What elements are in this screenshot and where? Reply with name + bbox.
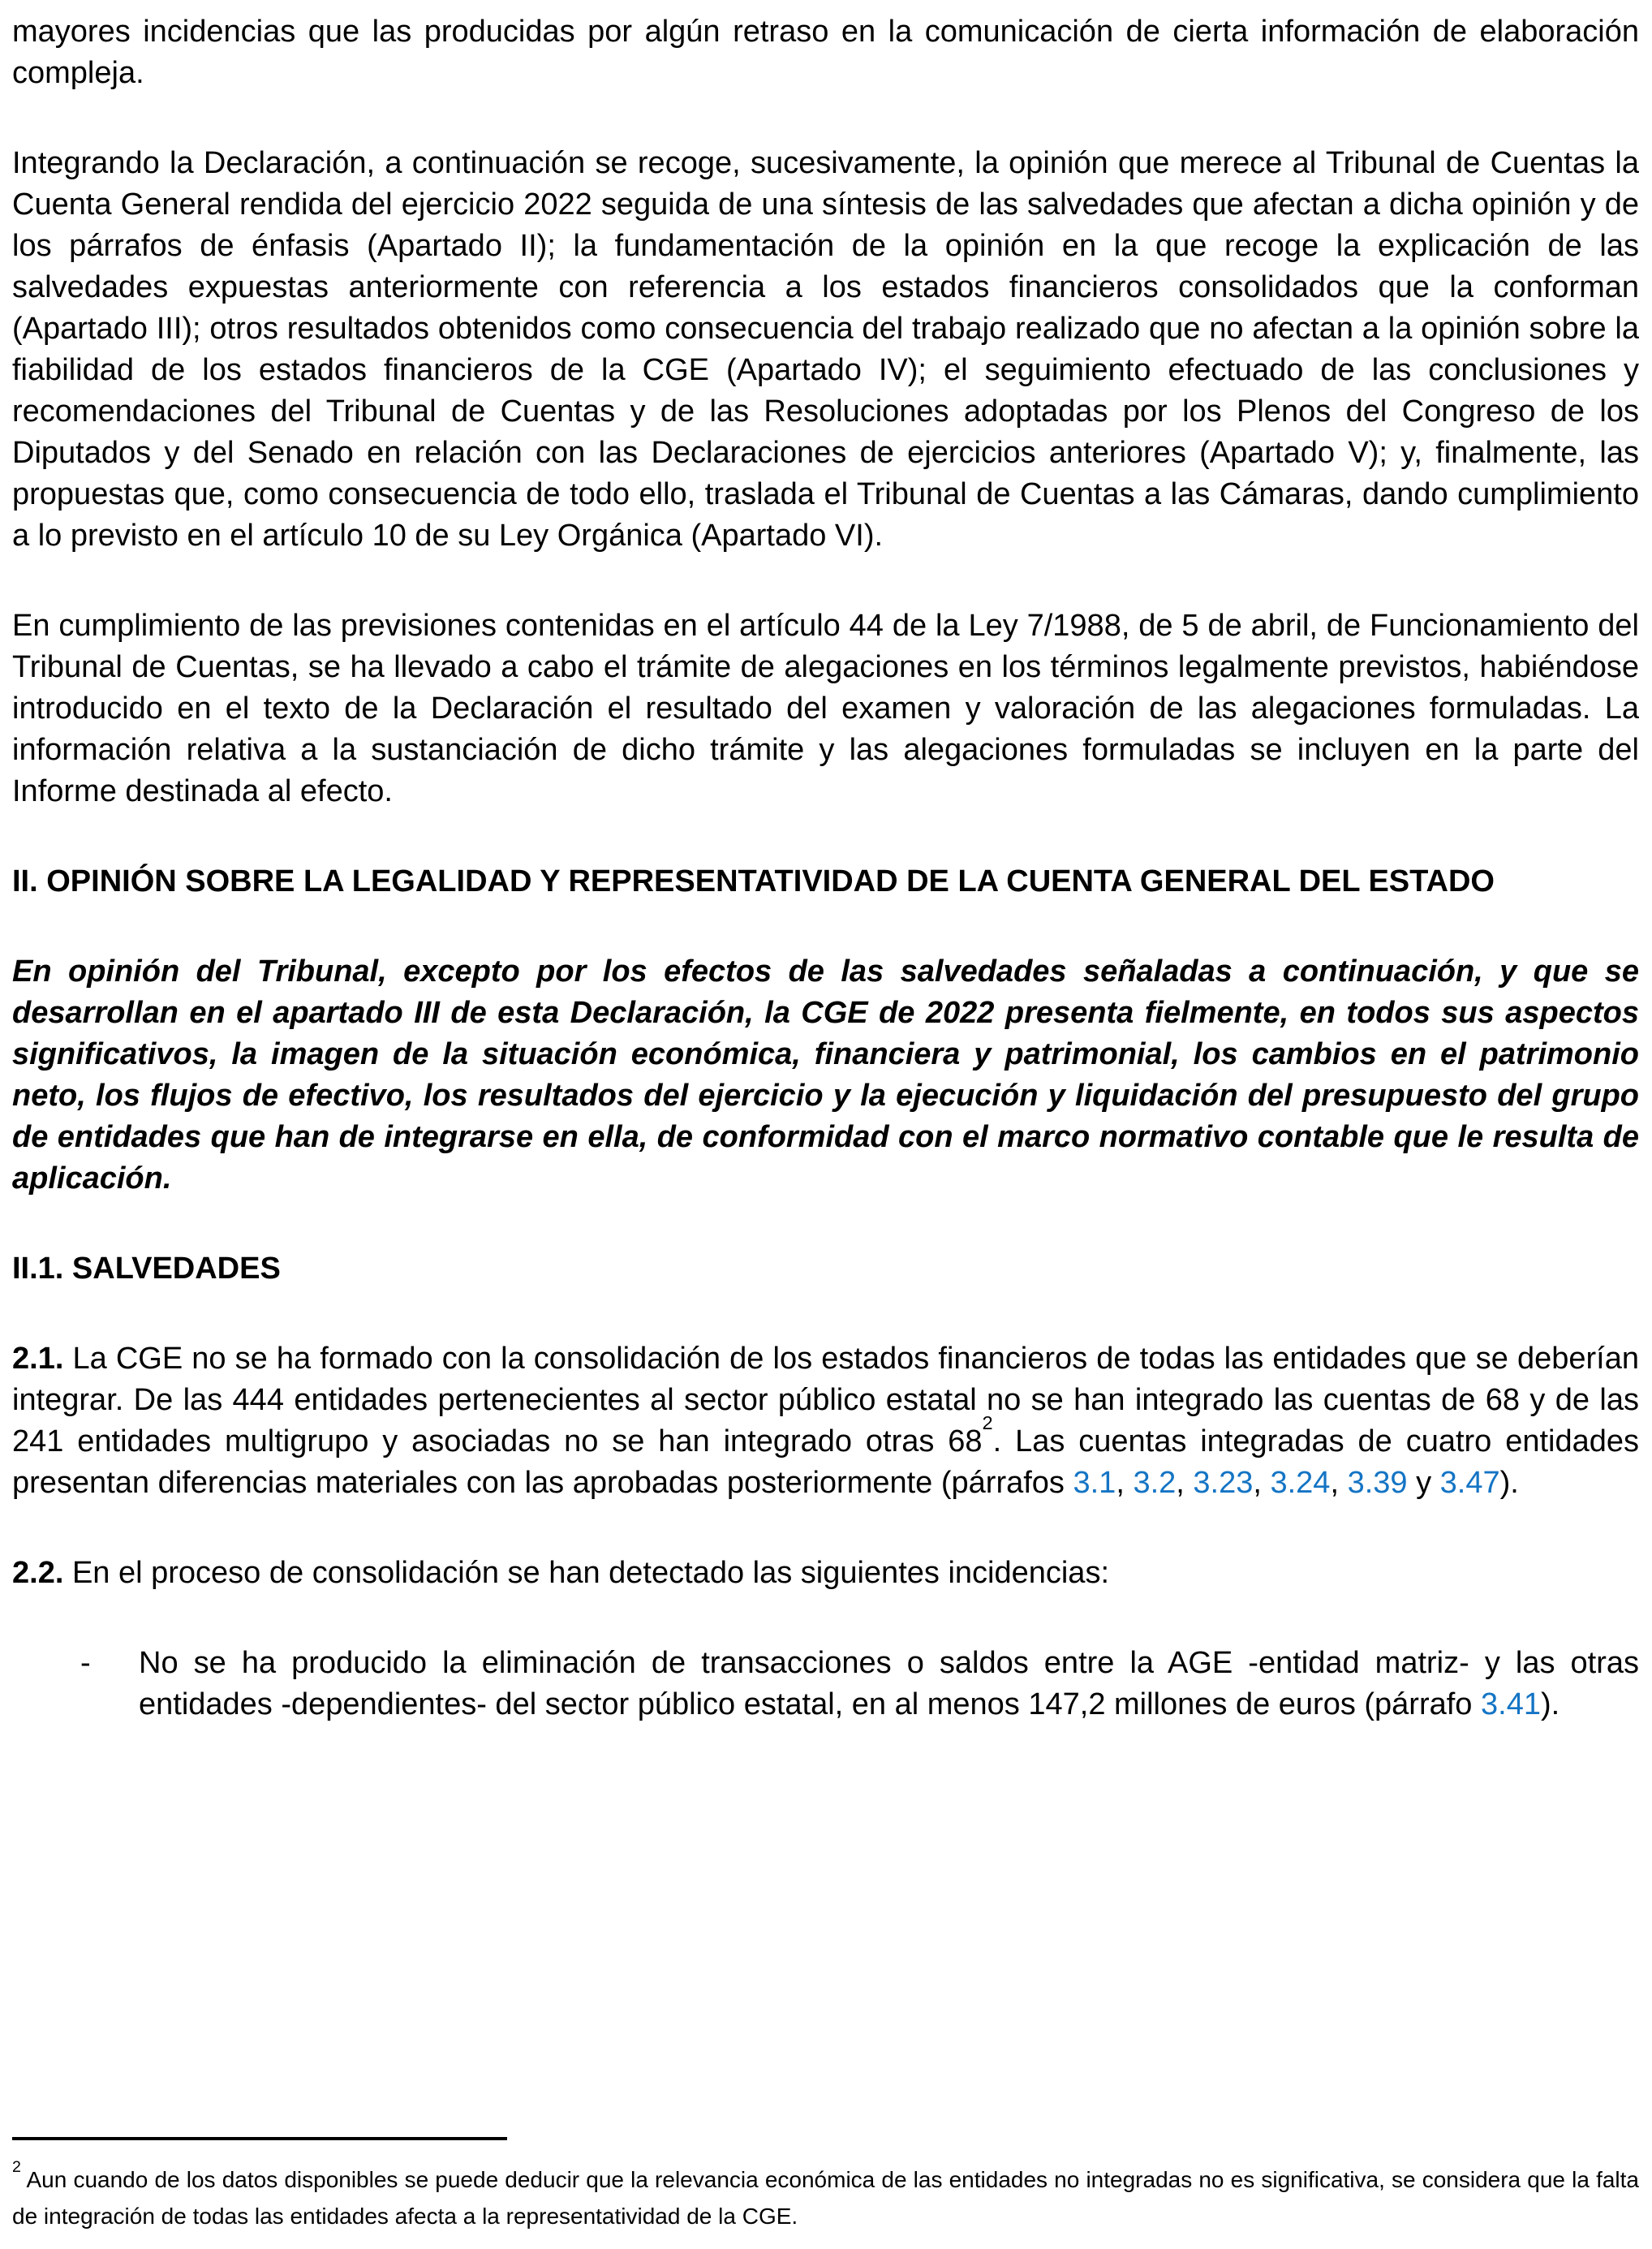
paragraph-intro-continuation: mayores incidencias que las producidas por algún retraso en la comunicación de cierta información de elaboración compleja. [12,15,1639,90]
footnote-ref-superscript: 2 [982,1412,993,1434]
separator: , [1330,1466,1348,1500]
ref-link-3-2[interactable]: 3.2 [1133,1466,1177,1500]
paragraph-opinion: En opinión del Tribunal, excepto por los efectos de las salvedades señaladas a continuación, y que se desarrollan en el apartado III de esta Declaración, la CGE de 2022 presenta fielmente, en todos sus aspectos significativos, la imagen de la situación económica, financiera y patrimonial, los cambios en el patrimonio neto, los flujos de efectivo, los resultados del ejercicio y la ejecución y liquidación del presupuesto del grupo de entidades que han de integrarse en ella, de conformidad con el marco normativo contable que le resulta de aplicación. [12,954,1639,1196]
separator-and: y [1407,1466,1440,1500]
separator: , [1253,1466,1271,1500]
bullet-text-a: No se ha producido la eliminación de transacciones o saldos entre la AGE -entidad matriz- y las otras entidades -dependientes- del sector público estatal, en al menos 147,2 millones de euros (párrafo [139,1646,1639,1721]
ref-link-3-23[interactable]: 3.23 [1193,1466,1254,1500]
ref-link-3-41[interactable]: 3.41 [1481,1687,1541,1721]
bullet-item-incidencia [80,1643,1639,1726]
paragraph-2-1-text-b: . Las cuentas integradas de cuatro entidades presentan diferencias materiales con las aprobadas posteriormente (párrafos [12,1424,1639,1500]
ref-link-3-24[interactable]: 3.24 [1270,1466,1331,1500]
footnote-number-superscript: 2 [12,2157,21,2176]
bullet-item-text [139,1643,1639,1726]
paragraph-2-2 [12,1553,1639,1594]
section-heading-ii1-salvedades: II.1. SALVEDADES [12,1252,281,1286]
paragraph-declaracion-overview: Integrando la Declaración, a continuación se recoge, sucesivamente, la opinión que merece al Tribunal de Cuentas la Cuenta General rendida del ejercicio 2022 seguida de una síntesis de las salvedades que afectan a dicha opinión y de los párrafos de énfasis (Apartado II); la fundamentación de la opinión en la que recoge la explicación de las salvedades expuestas anteriormente con referencia a los estados financieros consolidados que la conforman (Apartado III); otros resultados obtenidos como consecuencia del trabajo realizado que no afectan a la opinión sobre la fiabilidad de los estados financieros de la CGE (Apartado IV); el seguimiento efectuado de las conclusiones y recomendaciones del Tribunal de Cuentas y de las Resoluciones adoptadas por los Plenos del Congreso de los Diputados y del Senado en relación con las Declaraciones de ejercicios anteriores (Apartado V); y, finalmente, las propuestas que, como consecuencia de todo ello, traslada el Tribunal de Cuentas a las Cámaras, dando cumplimiento a lo previsto en el artículo 10 de su Ley Orgánica (Apartado VI). [12,146,1639,553]
paragraph-2-2-text: En el proceso de consolidación se han detectado las siguientes incidencias: [63,1556,1109,1590]
ref-link-3-47[interactable]: 3.47 [1439,1466,1500,1500]
bullet-dash-marker: - [80,1646,91,1680]
separator: , [1176,1466,1194,1500]
ref-link-3-1[interactable]: 3.1 [1073,1466,1116,1500]
paragraph-2-1-number: 2.1. [12,1342,64,1376]
footnote-area [12,2137,1639,2234]
ref-link-3-39[interactable]: 3.39 [1347,1466,1408,1500]
footnote-text: Aun cuando de los datos disponibles se puede deducir que la relevancia económica de las entidades no integradas no es significativa, se considera que la falta de integración de todas las entidades afecta a la representatividad de la CGE. [12,2167,1639,2229]
footnote-separator-rule [12,2137,507,2140]
paragraph-2-1-closing: ). [1499,1466,1519,1500]
paragraph-2-1 [12,1338,1639,1504]
footnote-2 [12,2157,1639,2234]
bullet-text-closing: ). [1540,1687,1560,1721]
paragraph-2-1-text-a: La CGE no se ha formado con la consolidación de los estados financieros de todas las entidades que se deberían integrar. De las 444 entidades pertenecientes al sector público estatal no se han integrado las cuentas de 68 y de las 241 entidades multigrupo y asociadas no se han integrado otras 68 [12,1342,1639,1458]
paragraph-2-2-number: 2.2. [12,1556,64,1590]
separator: , [1116,1466,1134,1500]
paragraph-alegaciones: En cumplimiento de las previsiones contenidas en el artículo 44 de la Ley 7/1988, de 5 de abril, de Funcionamiento del Tribunal de Cuentas, se ha llevado a cabo el trámite de alegaciones en los términos legalmente previstos, habiéndose introducido en el texto de la Declaración el resultado del examen y valoración de las alegaciones formuladas. La información relativa a la sustanciación de dicho trámite y las alegaciones formuladas se incluyen en la parte del Informe destinada al efecto. [12,609,1639,808]
section-heading-ii: II. OPINIÓN SOBRE LA LEGALIDAD Y REPRESENTATIVIDAD DE LA CUENTA GENERAL DEL ESTADO [12,864,1495,898]
